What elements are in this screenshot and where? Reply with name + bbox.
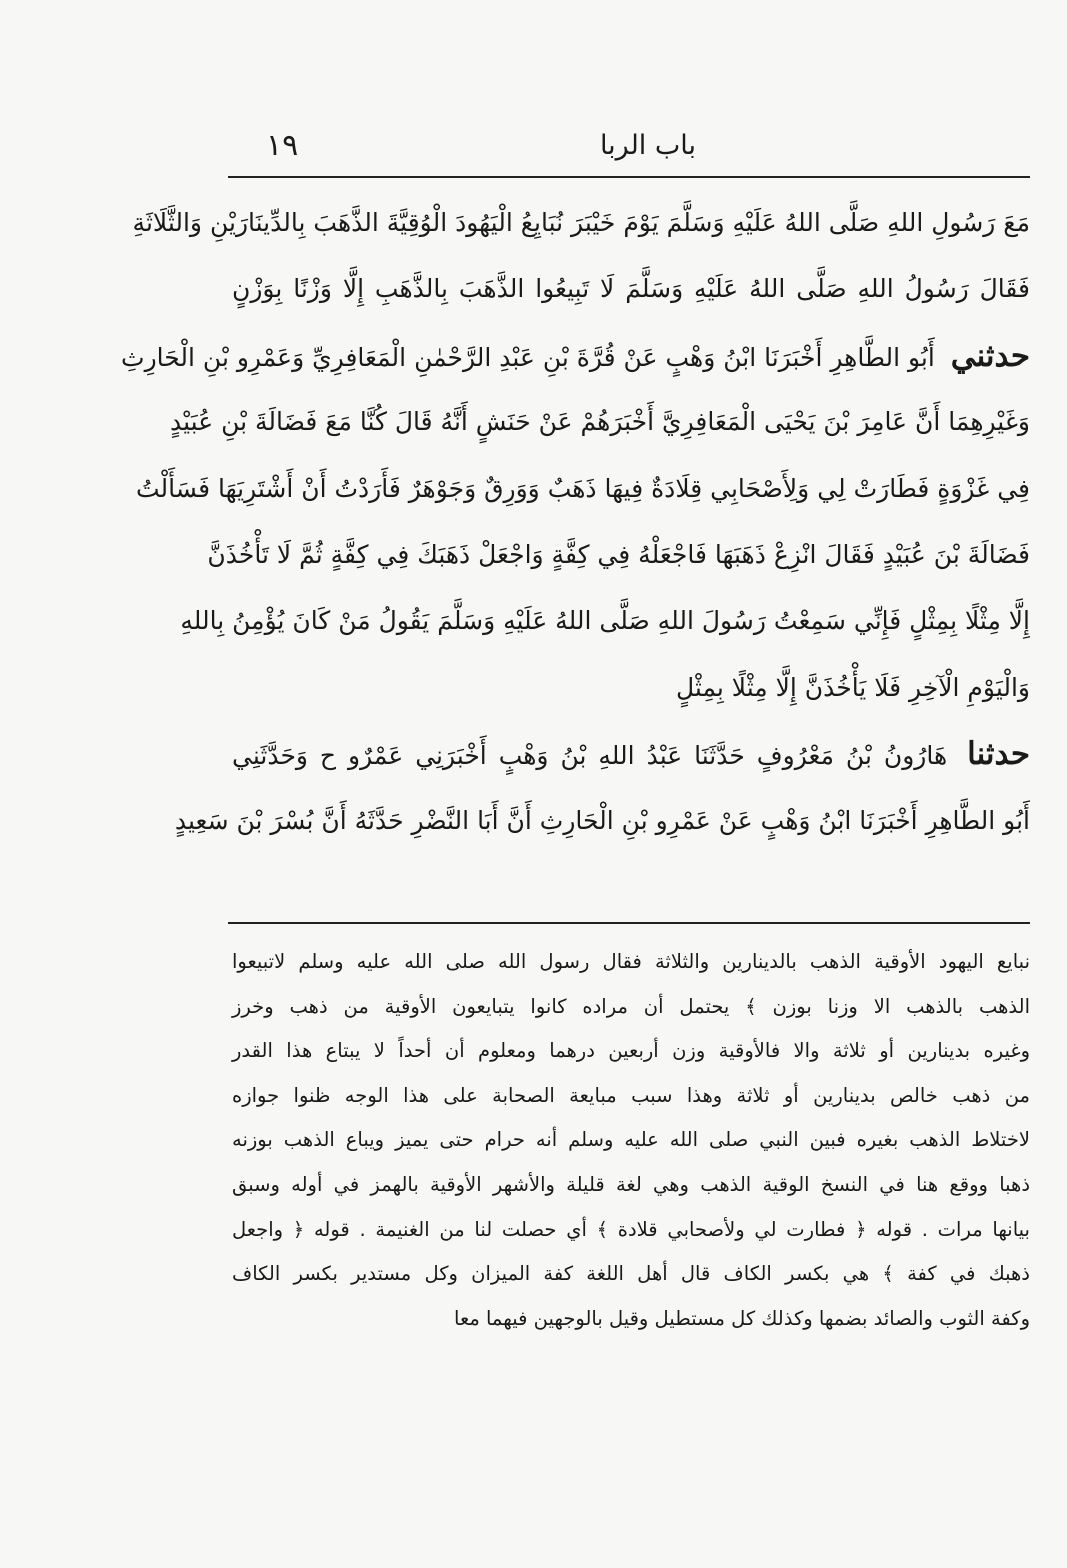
footnote-line: وغيره بدينارين أو ثلاثة والا فالأوقية وزن أربعين درهما ومعلوم أن أحداً لا يبتاع هذا القدر xyxy=(232,1039,1030,1063)
page-header xyxy=(228,128,1030,172)
footnote-divider xyxy=(228,922,1030,924)
footnote-line: نبايع اليهود الأوقية الذهب بالدينارين والثلاثة فقال رسول الله صلى الله عليه وسلم لاتبيعوا xyxy=(232,950,1030,973)
header-divider xyxy=(228,176,1030,178)
line-text: أَبُو الطَّاهِرِ أَخْبَرَنَا ابْنُ وَهْبٍ عَنْ عَمْرِو بْنِ الْحَارِثِ أَنَّ أَبَا النَّضْرِ حَدَّثَهُ أَنَّ بُسْرَ بْنَ سَعِيدٍ xyxy=(174,805,1030,835)
footnote-line: الذهب بالذهب الا وزنا بوزن ﴾ يحتمل أن مراده كانوا يتبايعون الأوقية من ذهب وخرز xyxy=(232,994,1030,1018)
text-line xyxy=(136,456,1030,522)
text-line xyxy=(121,323,1030,389)
line-text: فَقَالَ رَسُولُ اللهِ صَلَّى اللهُ عَلَيْهِ وَسَلَّمَ لَا تَبِيعُوا الذَّهَبَ بِالذَّهَبِ إِلَّا وَزْنًا بِوَزْنٍ xyxy=(232,274,1030,304)
hadith-text xyxy=(121,190,1030,854)
line-text: أَبُو الطَّاهِرِ أَخْبَرَنَا ابْنُ وَهْبٍ عَنْ قُرَّةَ بْنِ عَبْدِ الرَّحْمٰنِ الْمَعَافِرِيِّ وَعَمْرِو بْنِ الْحَارِثِ xyxy=(121,342,935,372)
chapter-title: باب الربا xyxy=(599,130,697,161)
text-line xyxy=(232,256,1030,322)
line-text: فَضَالَةَ بْنَ عُبَيْدٍ فَقَالَ انْزِعْ ذَهَبَهَا فَاجْعَلْهُ فِي كِفَّةٍ وَاجْعَلْ ذَهَبَكَ فِي كِفَّةٍ ثُمَّ لَا تَأْخُذَنَّ xyxy=(207,539,1030,569)
page-number: ١٩ xyxy=(266,128,299,163)
line-text: وَغَيْرِهِمَا أَنَّ عَامِرَ بْنَ يَحْيَى الْمَعَافِرِيَّ أَخْبَرَهُمْ عَنْ حَنَشٍ أَنَّهُ قَالَ كُنَّا مَعَ فَضَالَةَ بْنِ عُبَيْدٍ xyxy=(170,407,1030,437)
footnote-line: ذهبا ووقع هنا في النسخ الوقية الذهب وهي لغة قليلة والأشهر الأوقية بالهمز في أوله وسبق xyxy=(232,1172,1030,1196)
hadith-marker: حدثنا xyxy=(967,736,1030,773)
text-line xyxy=(170,389,1030,455)
hadith-marker: حدثني xyxy=(950,337,1030,374)
text-line xyxy=(180,588,1030,654)
text-line xyxy=(132,190,1030,256)
text-line xyxy=(232,655,1030,721)
line-text: مَعَ رَسُولِ اللهِ صَلَّى اللهُ عَلَيْهِ وَسَلَّمَ يَوْمَ خَيْبَرَ نُبَايِعُ الْيَهُودَ الْوُقِيَّةَ الذَّهَبَ بِالدِّينَارَيْنِ وَالثَّلَاثَةِ xyxy=(132,208,1030,237)
footnote-line: وكفة الثوب والصائد بضمها وكذلك كل مستطيل وقيل بالوجهين فيهما معا xyxy=(454,1306,1030,1330)
line-text: فِي غَزْوَةٍ فَطَارَتْ لِي وَلِأَصْحَابِي قِلَادَةٌ فِيهَا ذَهَبٌ وَوَرِقٌ وَجَوْهَرٌ فَأَرَدْتُ أَنْ أَشْتَرِيَهَا فَسَأَلْتُ xyxy=(136,473,1030,503)
line-text: هَارُونُ بْنُ مَعْرُوفٍ حَدَّثَنَا عَبْدُ اللهِ بْنُ وَهْبٍ أَخْبَرَنِي عَمْرٌو ح وَحَدَّثَنِي xyxy=(232,741,948,771)
footnote-line: ذهبك في كفة ﴾ هي بكسر الكاف قال أهل اللغة كفة الميزان وكل مستدير بكسر الكاف xyxy=(232,1262,1030,1286)
footnote-line: لاختلاط الذهب بغيره فبين النبي صلى الله عليه وسلم أنه حرام حتى يميز ويباع الذهب بوزنه xyxy=(232,1128,1030,1152)
footnote-line: بيانها مرات . قوله ﴿ فطارت لي ولأصحابي قلادة ﴾ أي حصلت لنا من الغنيمة . قوله ﴿ واجعل xyxy=(232,1217,1030,1241)
footnote-line: من ذهب خالص بدينارين أو ثلاثة وهذا سبب مبايعة الصحابة على هذا الوجه ظنوا جوازه xyxy=(232,1083,1030,1107)
text-line xyxy=(207,522,1030,588)
text-line xyxy=(232,721,1030,787)
line-text: إِلَّا مِثْلًا بِمِثْلٍ فَإِنِّي سَمِعْتُ رَسُولَ اللهِ صَلَّى اللهُ عَلَيْهِ وَسَلَّمَ يَقُولُ مَنْ كَانَ يُؤْمِنُ بِاللهِ xyxy=(180,606,1030,636)
text-line xyxy=(174,788,1030,854)
line-text: وَالْيَوْمِ الْآخِرِ فَلَا يَأْخُذَنَّ إِلَّا مِثْلًا بِمِثْلٍ xyxy=(675,672,1030,702)
commentary-footnotes xyxy=(232,940,1030,1341)
